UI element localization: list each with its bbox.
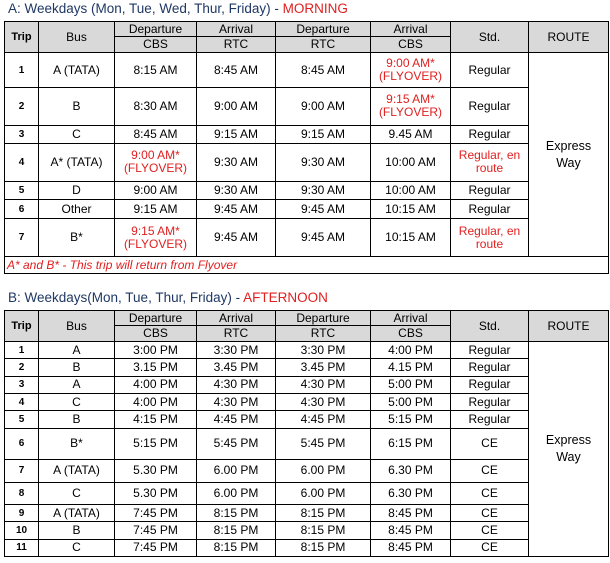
- std-type: CE: [451, 522, 529, 539]
- departure-time: 5:15 PM: [115, 428, 197, 460]
- arrival-time: 5:00 PM: [371, 393, 451, 410]
- departure-time: 4:00 PM: [115, 393, 197, 410]
- bus-name: C: [39, 482, 115, 504]
- departure-time: 9:15 AM: [115, 200, 197, 219]
- arrival-time: 4.15 PM: [371, 359, 451, 376]
- departure-time: 6.00 PM: [276, 460, 371, 482]
- table-row: [5, 460, 609, 482]
- departure-time: 5.30 PM: [115, 482, 197, 504]
- bus-name: C: [39, 539, 115, 556]
- trip-number: 1: [5, 53, 39, 88]
- table-row: [5, 88, 609, 125]
- departure-time: 3:00 PM: [115, 342, 197, 359]
- table-row: [5, 125, 609, 144]
- trip-number: 7: [5, 460, 39, 482]
- trip-number: 4: [5, 393, 39, 410]
- departure-time: 5.30 PM: [115, 460, 197, 482]
- bus-name: B: [39, 88, 115, 125]
- arrival-time: 8:15 PM: [197, 504, 276, 521]
- table-row: [5, 144, 609, 181]
- morning-schedule-table: [4, 21, 609, 274]
- std-type: Regular: [451, 359, 529, 376]
- header-arrival: Arrival: [197, 22, 276, 37]
- bus-name: A: [39, 376, 115, 393]
- table-row: [5, 504, 609, 521]
- departure-time: 9:00 AM: [276, 88, 371, 125]
- arrival-time: 10:15 AM: [371, 200, 451, 219]
- departure-time: 8:15 PM: [276, 504, 371, 521]
- departure-time: 9:30 AM: [276, 144, 371, 181]
- departure-time: 9:00 AM* (FLYOVER): [115, 144, 197, 181]
- bus-name: A: [39, 342, 115, 359]
- trip-number: 11: [5, 539, 39, 556]
- std-type: CE: [451, 460, 529, 482]
- trip-number: 6: [5, 200, 39, 219]
- departure-time: 8:30 AM: [115, 88, 197, 125]
- arrival-time: 10:00 AM: [371, 181, 451, 200]
- departure-time: 8:15 PM: [276, 522, 371, 539]
- table-row: [5, 482, 609, 504]
- departure-time: 8:45 AM: [276, 53, 371, 88]
- std-type: Regular: [451, 411, 529, 428]
- arrival-time: 6.00 PM: [197, 482, 276, 504]
- arrival-time: 5:45 PM: [197, 428, 276, 460]
- arrival-time: 9:45 AM: [197, 200, 276, 219]
- std-type: Regular: [451, 125, 529, 144]
- morning-title-highlight: MORNING: [282, 1, 348, 16]
- table-row: [5, 257, 609, 274]
- header-arrival: Arrival: [197, 311, 276, 326]
- header-departure: Departure: [115, 311, 197, 326]
- std-type: Regular, en route: [451, 218, 529, 256]
- header-trip: Trip: [5, 22, 39, 53]
- header-sub-location: CBS: [371, 326, 451, 342]
- departure-time: 4:45 PM: [276, 411, 371, 428]
- arrival-time: 9:00 AM: [197, 88, 276, 125]
- bus-name: A (TATA): [39, 504, 115, 521]
- arrival-time: 9:15 AM* (FLYOVER): [371, 88, 451, 125]
- header-sub-location: CBS: [371, 37, 451, 53]
- std-type: Regular: [451, 200, 529, 219]
- arrival-time: 8:45 AM: [197, 53, 276, 88]
- table-row: [5, 428, 609, 460]
- std-type: Regular, en route: [451, 144, 529, 181]
- header-std: Std.: [451, 311, 529, 342]
- table-row: [5, 181, 609, 200]
- footnote: A* and B* - This trip will return from Flyover: [5, 257, 609, 274]
- table-row: [5, 200, 609, 219]
- afternoon-title-prefix: B: Weekdays(Mon, Tue, Thur, Friday) -: [8, 290, 244, 305]
- departure-time: 7:45 PM: [115, 504, 197, 521]
- arrival-time: 9.45 AM: [371, 125, 451, 144]
- header-sub-location: RTC: [197, 326, 276, 342]
- arrival-time: 8:45 PM: [371, 539, 451, 556]
- arrival-time: 8:45 PM: [371, 504, 451, 521]
- arrival-time: 5:15 PM: [371, 411, 451, 428]
- departure-time: 9:45 AM: [276, 218, 371, 256]
- departure-time: 4:00 PM: [115, 376, 197, 393]
- trip-number: 1: [5, 342, 39, 359]
- header-departure: Departure: [276, 311, 371, 326]
- arrival-time: 6.00 PM: [197, 460, 276, 482]
- departure-time: 4:30 PM: [276, 393, 371, 410]
- arrival-time: 5:00 PM: [371, 376, 451, 393]
- std-type: Regular: [451, 88, 529, 125]
- arrival-time: 3:30 PM: [197, 342, 276, 359]
- departure-time: 7:45 PM: [115, 539, 197, 556]
- afternoon-title: [8, 290, 328, 305]
- header-bus: Bus: [39, 22, 115, 53]
- morning-title-prefix: A: Weekdays (Mon, Tue, Wed, Thur, Friday) -: [8, 1, 283, 16]
- std-type: CE: [451, 539, 529, 556]
- trip-number: 8: [5, 482, 39, 504]
- header-bus: Bus: [39, 311, 115, 342]
- departure-time: 9:15 AM: [276, 125, 371, 144]
- bus-name: B: [39, 522, 115, 539]
- header-sub-location: CBS: [115, 326, 197, 342]
- header-sub-location: CBS: [115, 37, 197, 53]
- trip-number: 5: [5, 411, 39, 428]
- trip-number: 2: [5, 359, 39, 376]
- afternoon-title-highlight: AFTERNOON: [243, 290, 328, 305]
- std-type: CE: [451, 428, 529, 460]
- table-row: [5, 218, 609, 256]
- table-row: [5, 539, 609, 556]
- header-sub-location: RTC: [276, 326, 371, 342]
- bus-name: Other: [39, 200, 115, 219]
- bus-name: A (TATA): [39, 53, 115, 88]
- arrival-time: 6.30 PM: [371, 460, 451, 482]
- std-type: Regular: [451, 393, 529, 410]
- morning-title: [8, 1, 348, 16]
- arrival-time: 6.30 PM: [371, 482, 451, 504]
- std-type: Regular: [451, 376, 529, 393]
- departure-time: 7:45 PM: [115, 522, 197, 539]
- header-sub-location: RTC: [197, 37, 276, 53]
- std-type: Regular: [451, 53, 529, 88]
- arrival-time: 9:45 AM: [197, 218, 276, 256]
- departure-time: 8:45 AM: [115, 125, 197, 144]
- bus-name: B*: [39, 428, 115, 460]
- arrival-time: 9:00 AM* (FLYOVER): [371, 53, 451, 88]
- arrival-time: 4:45 PM: [197, 411, 276, 428]
- table-row: [5, 53, 609, 88]
- bus-name: C: [39, 125, 115, 144]
- trip-number: 6: [5, 428, 39, 460]
- header-route: ROUTE: [529, 22, 609, 53]
- header-trip: Trip: [5, 311, 39, 342]
- arrival-time: 4:30 PM: [197, 376, 276, 393]
- bus-name: A* (TATA): [39, 144, 115, 181]
- arrival-time: 9:30 AM: [197, 144, 276, 181]
- departure-time: 5:45 PM: [276, 428, 371, 460]
- arrival-time: 8:15 PM: [197, 522, 276, 539]
- header-departure: Departure: [276, 22, 371, 37]
- departure-time: 9:30 AM: [276, 181, 371, 200]
- bus-name: D: [39, 181, 115, 200]
- table-row: [5, 393, 609, 410]
- departure-time: 9:45 AM: [276, 200, 371, 219]
- arrival-time: 9:15 AM: [197, 125, 276, 144]
- header-arrival: Arrival: [371, 311, 451, 326]
- trip-number: 4: [5, 144, 39, 181]
- departure-time: 8:15 PM: [276, 539, 371, 556]
- bus-name: A (TATA): [39, 460, 115, 482]
- arrival-time: 10:15 AM: [371, 218, 451, 256]
- departure-time: 6.00 PM: [276, 482, 371, 504]
- table-row: [5, 376, 609, 393]
- trip-number: 3: [5, 125, 39, 144]
- header-departure: Departure: [115, 22, 197, 37]
- bus-name: B: [39, 411, 115, 428]
- departure-time: 3:30 PM: [276, 342, 371, 359]
- departure-time: 9:00 AM: [115, 181, 197, 200]
- bus-name: B*: [39, 218, 115, 256]
- route-name: Express Way: [529, 342, 609, 557]
- arrival-time: 10:00 AM: [371, 144, 451, 181]
- header-std: Std.: [451, 22, 529, 53]
- route-name: Express Way: [529, 53, 609, 257]
- std-type: Regular: [451, 181, 529, 200]
- table-row: [5, 342, 609, 359]
- departure-time: 8:15 AM: [115, 53, 197, 88]
- trip-number: 5: [5, 181, 39, 200]
- departure-time: 3.45 PM: [276, 359, 371, 376]
- arrival-time: 8:15 PM: [197, 539, 276, 556]
- arrival-time: 4:00 PM: [371, 342, 451, 359]
- header-sub-location: RTC: [276, 37, 371, 53]
- trip-number: 2: [5, 88, 39, 125]
- arrival-time: 6:15 PM: [371, 428, 451, 460]
- trip-number: 10: [5, 522, 39, 539]
- std-type: Regular: [451, 342, 529, 359]
- bus-name: B: [39, 359, 115, 376]
- trip-number: 7: [5, 218, 39, 256]
- table-row: [5, 522, 609, 539]
- arrival-time: 4:30 PM: [197, 393, 276, 410]
- departure-time: 3.15 PM: [115, 359, 197, 376]
- trip-number: 3: [5, 376, 39, 393]
- std-type: CE: [451, 504, 529, 521]
- departure-time: 9:15 AM* (FLYOVER): [115, 218, 197, 256]
- header-route: ROUTE: [529, 311, 609, 342]
- bus-name: C: [39, 393, 115, 410]
- afternoon-schedule-table: [4, 310, 609, 557]
- table-row: [5, 411, 609, 428]
- trip-number: 9: [5, 504, 39, 521]
- departure-time: 4:30 PM: [276, 376, 371, 393]
- departure-time: 4:15 PM: [115, 411, 197, 428]
- header-arrival: Arrival: [371, 22, 451, 37]
- table-row: [5, 359, 609, 376]
- std-type: CE: [451, 482, 529, 504]
- arrival-time: 8:45 PM: [371, 522, 451, 539]
- arrival-time: 3.45 PM: [197, 359, 276, 376]
- arrival-time: 9:30 AM: [197, 181, 276, 200]
